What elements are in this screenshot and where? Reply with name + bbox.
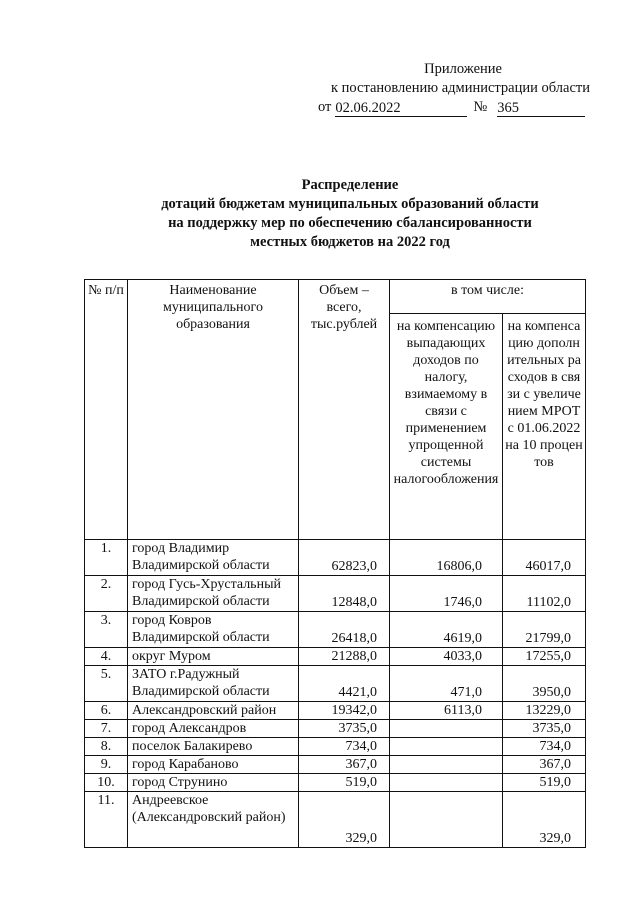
total-amount: 26418,0 [299,612,390,648]
row-number: 4. [85,648,128,666]
total-amount: 19342,0 [299,702,390,720]
tax-compensation-amount: 4033,0 [390,648,503,666]
header-name: Наименование муниципального образования [128,280,299,540]
decree-date: 02.06.2022 [335,101,467,117]
appendix-heading: Приложение [424,61,502,77]
mrot-compensation-amount: 11102,0 [503,576,586,612]
title-line-1: Распределение [301,177,399,193]
number-label: № [473,99,488,115]
mrot-compensation-amount: 46017,0 [503,540,586,576]
total-amount: 21288,0 [299,648,390,666]
total-amount: 12848,0 [299,576,390,612]
row-number: 9. [85,756,128,774]
table-row [85,792,586,848]
total-amount: 62823,0 [299,540,390,576]
table-row [85,702,586,720]
table-row [85,612,586,648]
tax-compensation-amount [390,792,503,848]
header-mrot-compensation: на компенсацию дополнительных расходов в связи с увеличением МРОТ с 01.06.2022 на 10 процентов [503,314,586,540]
decree-number: 365 [497,101,585,117]
municipality-name: город Карабаново [128,756,299,774]
table-row [85,774,586,792]
table-row [85,756,586,774]
appendix-date-line [318,98,590,117]
distribution-table [84,279,586,848]
table-row [85,648,586,666]
mrot-compensation-amount: 734,0 [503,738,586,756]
header-including: в том числе: [390,280,586,314]
tax-compensation-amount: 471,0 [390,666,503,702]
mrot-compensation-amount: 367,0 [503,756,586,774]
row-number: 5. [85,666,128,702]
total-amount: 3735,0 [299,720,390,738]
municipality-name: город Владимир Владимирской области [128,540,299,576]
tax-compensation-amount: 16806,0 [390,540,503,576]
municipality-name: город Гусь-Хрустальный Владимирской области [128,576,299,612]
appendix-reference: к постановлению администрации области [330,80,590,96]
row-number: 3. [85,612,128,648]
total-amount: 4421,0 [299,666,390,702]
mrot-compensation-amount: 21799,0 [503,612,586,648]
table-row [85,666,586,702]
header-tax-compensation: на компенсацию выпадающих доходов по налогу, взимаемому в связи с применением упрощенной системы налогообложения [390,314,503,540]
municipality-name: поселок Балакирево [128,738,299,756]
table-row [85,738,586,756]
table-row [85,720,586,738]
title-line-2: дотаций бюджетам муниципальных образований области [161,196,539,212]
tax-compensation-amount: 6113,0 [390,702,503,720]
tax-compensation-amount [390,756,503,774]
municipality-name: город Александров [128,720,299,738]
mrot-compensation-amount: 3735,0 [503,720,586,738]
title-line-4: местных бюджетов на 2022 год [250,234,450,250]
document-title [120,176,580,252]
row-number: 2. [85,576,128,612]
mrot-compensation-amount: 329,0 [503,792,586,848]
row-number: 10. [85,774,128,792]
municipality-name: Андреевское (Александровский район) [128,792,299,848]
tax-compensation-amount [390,774,503,792]
municipality-name: ЗАТО г.Радужный Владимирской области [128,666,299,702]
header-total: Объем – всего, тыс.рублей [299,280,390,540]
row-number: 11. [85,792,128,848]
total-amount: 367,0 [299,756,390,774]
municipality-name: город Ковров Владимирской области [128,612,299,648]
municipality-name: Александровский район [128,702,299,720]
mrot-compensation-amount: 519,0 [503,774,586,792]
tax-compensation-amount [390,720,503,738]
municipality-name: город Струнино [128,774,299,792]
table-row [85,576,586,612]
mrot-compensation-amount: 17255,0 [503,648,586,666]
row-number: 8. [85,738,128,756]
total-amount: 329,0 [299,792,390,848]
tax-compensation-amount [390,738,503,756]
total-amount: 734,0 [299,738,390,756]
title-line-3: на поддержку мер по обеспечению сбалансированности [168,215,532,231]
tax-compensation-amount: 1746,0 [390,576,503,612]
mrot-compensation-amount: 13229,0 [503,702,586,720]
header-num: № п/п [85,280,128,540]
row-number: 7. [85,720,128,738]
mrot-compensation-amount: 3950,0 [503,666,586,702]
row-number: 6. [85,702,128,720]
tax-compensation-amount: 4619,0 [390,612,503,648]
from-label: от [318,99,332,115]
appendix-block [318,60,590,117]
table-row [85,540,586,576]
total-amount: 519,0 [299,774,390,792]
municipality-name: округ Муром [128,648,299,666]
row-number: 1. [85,540,128,576]
